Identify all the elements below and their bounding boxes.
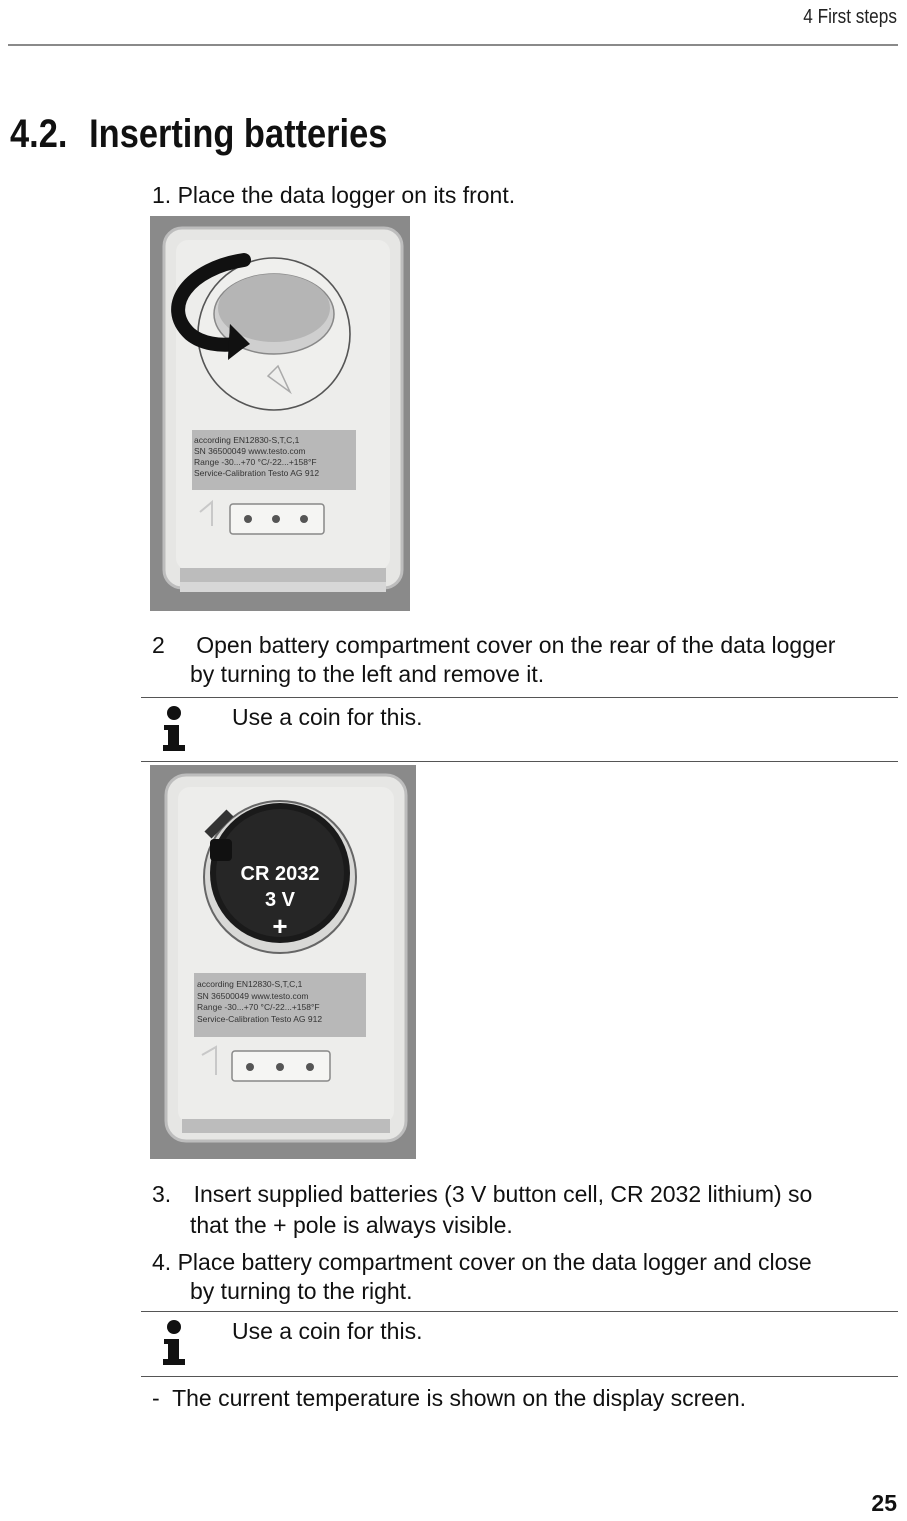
section-heading: Inserting batteries [89,112,388,156]
label-line: Service-Calibration Testo AG 912 [197,1013,323,1024]
step-3 [152,1179,812,1241]
step-text: Place the data logger on its front. [177,182,516,208]
step-1 [152,181,515,210]
label-line: Range -30...+70 °C/-22...+158°F [194,457,317,467]
step-text-continued: by turning to the right. [190,1278,413,1304]
note-text: Use a coin for this. [232,1318,423,1344]
note-rule-bottom [141,1376,898,1377]
label-line: SN 36500049 www.testo.com [194,446,306,456]
header-divider [8,44,898,46]
note-rule-top [141,697,898,698]
step-number: 1. [152,182,172,208]
info-icon [160,1319,188,1372]
step-text-continued: that the + pole is always visible. [190,1212,513,1238]
result-line [152,1384,746,1413]
logger-rear-illustration [150,216,410,611]
section-title [10,112,387,157]
logger-label-text [197,979,367,1025]
section-number: 4.2. [10,112,68,156]
logger-rear-photo [150,216,410,611]
battery-plus-pole: + [272,911,288,941]
label-line: according EN12830-S,T,C,1 [197,979,303,989]
label-line: Range -30...+70 °C/-22...+158°F [197,1002,320,1012]
note-rule-top [141,1311,898,1312]
logger-open-illustration [150,765,416,1159]
step-number: 3. [152,1181,172,1207]
running-header: 4 First steps [803,6,897,28]
note-rule-bottom [141,761,898,762]
battery-model: CR 2032 [240,863,320,885]
info-icon [160,705,188,758]
result-text: The current temperature is shown on the display screen. [172,1385,747,1411]
step-text: Place battery compartment cover on the data logger and close [177,1249,812,1275]
step-text-continued: by turning to the left and remove it. [190,661,545,687]
label-line: SN 36500049 www.testo.com [197,990,309,1001]
battery-voltage: 3 V [264,889,296,911]
note-text: Use a coin for this. [232,704,423,730]
step-text: Insert supplied batteries (3 V button cell, CR 2032 lithium) so [193,1181,813,1207]
battery-marking [210,861,350,939]
step-number: 4. [152,1249,172,1275]
label-line: according EN12830-S,T,C,1 [194,435,300,445]
result-dash: - [152,1385,160,1411]
step-2 [152,631,835,689]
logger-open-battery-photo [150,765,416,1159]
page-number: 25 [871,1490,897,1516]
logger-label-text [194,435,358,479]
label-line: Service-Calibration Testo AG 912 [194,468,320,478]
step-4 [152,1248,812,1306]
step-text: Open battery compartment cover on the rear of the data logger [196,632,836,658]
step-number: 2 [152,632,165,658]
